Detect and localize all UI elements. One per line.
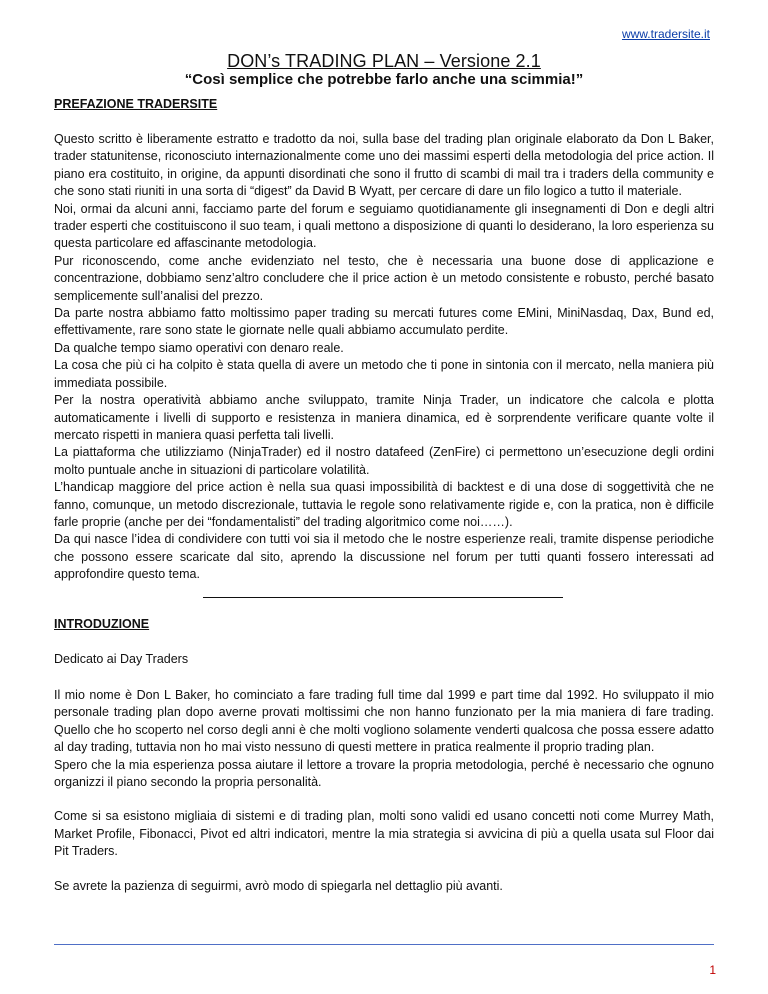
document-body (54, 96, 714, 895)
introduction-paragraph: Se avrete la pazienza di seguirmi, avrò modo di spiegarla nel dettaglio più avanti. (54, 878, 503, 893)
header-site-link[interactable]: www.tradersite.it (621, 27, 710, 41)
preface-heading: PREFAZIONE TRADERSITE (54, 97, 218, 111)
document-title: DON’s TRADING PLAN – Versione 2.1 (227, 51, 541, 71)
preface-paragraph: Da qui nasce l’idea di condividere con tutti voi sia il metodo che le nostre esperienze reali, tramite dispense periodiche che possono essere scaricate dal sito, aprendo la discussione nel forum per tutti quanti fossero interessati ad approfondire questo tema. (54, 532, 714, 582)
preface-paragraph: Questo scritto è liberamente estratto e tradotto da noi, sulla base del trading plan originale elaborato da Don L Baker, trader statunitense, riconosciuto internazionalmente come uno dei massimi esperti della metodologia del price action. Il piano era costituito, in origine, da appunti disordinati che sono il frutto di scambi di mail tra i traders della community e che sono stati riuniti in una sorta di “digest” da David B Wyatt, per cercare di dare un filo logico a tutto il materiale. (54, 132, 714, 199)
introduction-paragraph: Spero che la mia esperienza possa aiutare il lettore a trovare la propria metodologia, perché è necessario che ognuno organizzi il piano secondo la propria personalità. (54, 757, 714, 789)
preface-paragraph: Pur riconoscendo, come anche evidenziato nel testo, che è necessaria una buone dose di applicazione e concentrazione, dobbiamo senz’altro concludere che il price action è un metodo consistente e robusto, perché basato semplicemente sull’analisi del prezzo. (54, 253, 714, 303)
section-divider (203, 597, 563, 598)
document-subtitle: “Così semplice che potrebbe farlo anche una scimmia!” (184, 71, 584, 88)
preface-paragraph: L’handicap maggiore del price action è nella sua quasi impossibilità di backtest e di una dose di soggettività che ne fanno, comunque, un metodo discrezionale, tuttavia le regole sono relativamente rigide e, con la pratica, non è difficile farle proprie (anche per dei “fondamentalisti” del trading algoritmico come noi……). (54, 480, 714, 529)
page-number: 1 (709, 963, 716, 977)
preface-paragraph: La piattaforma che utilizziamo (NinjaTrader) ed il nostro datafeed (ZenFire) ci permettono un’esecuzione degli ordini molto puntuale anche in situazioni di particolare volatilità. (54, 445, 714, 477)
preface-paragraph: Da qualche tempo siamo operativi con denaro reale. (54, 340, 344, 355)
preface-section (54, 131, 714, 584)
preface-paragraph: Da parte nostra abbiamo fatto moltissimo paper trading su mercati futures come EMini, MiniNasdaq, Dax, Bund ed, effettivamente, rare sono state le giornate nelle quali abbiamo accumulato perdite. (54, 306, 714, 338)
introduction-dedication: Dedicato ai Day Traders (54, 651, 189, 666)
introduction-heading: INTRODUZIONE (54, 616, 150, 631)
section-divider-wrap (54, 584, 714, 616)
preface-paragraph: La cosa che più ci ha colpito è stata quella di avere un metodo che ti pone in sintonia con il mercato, nella maniera più immediata possibile. (54, 358, 714, 390)
footer-rule (54, 944, 714, 945)
introduction-paragraph: Il mio nome è Don L Baker, ho cominciato a fare trading full time dal 1999 e part time dal 1992. Ho sviluppato il mio personale trading plan dopo averne provati moltissimi che non hanno funzionato per la mia maniera di fare trading. Quello che ho scoperto nel corso degli anni è che molti vogliono solamente venderti qualcosa che possa essere adatto al day trading, tuttavia non ho mai visto nessuno di questi mettere in pratica realmente il proprio trading plan. (54, 687, 714, 755)
preface-paragraph: Noi, ormai da alcuni anni, facciamo parte del forum e seguiamo quotidianamente gli insegnamenti di Don e degli altri trader esperti che costituiscono il suo team, i quali mettono a disposizione di quanti lo desiderano, la loro esperienza su questa particolare ed affascinante metodologia. (54, 201, 714, 251)
introduction-paragraph: Come si sa esistono migliaia di sistemi e di trading plan, molti sono validi ed usano concetti noti come Murrey Math, Market Profile, Fibonacci, Pivot ed altri indicatori, mentre la mia strategia si avvicina di più a quella usata sul Floor dai Pit Traders. (54, 809, 714, 859)
preface-paragraph: Per la nostra operatività abbiamo anche sviluppato, tramite Ninja Trader, un indicatore che calcola e plotta automaticamente i livelli di supporto e resistenza in maniera dinamica, ed è sorprendente verificare quante volte il mercato rispetti in maniera quasi perfetta tali livelli. (54, 393, 714, 442)
